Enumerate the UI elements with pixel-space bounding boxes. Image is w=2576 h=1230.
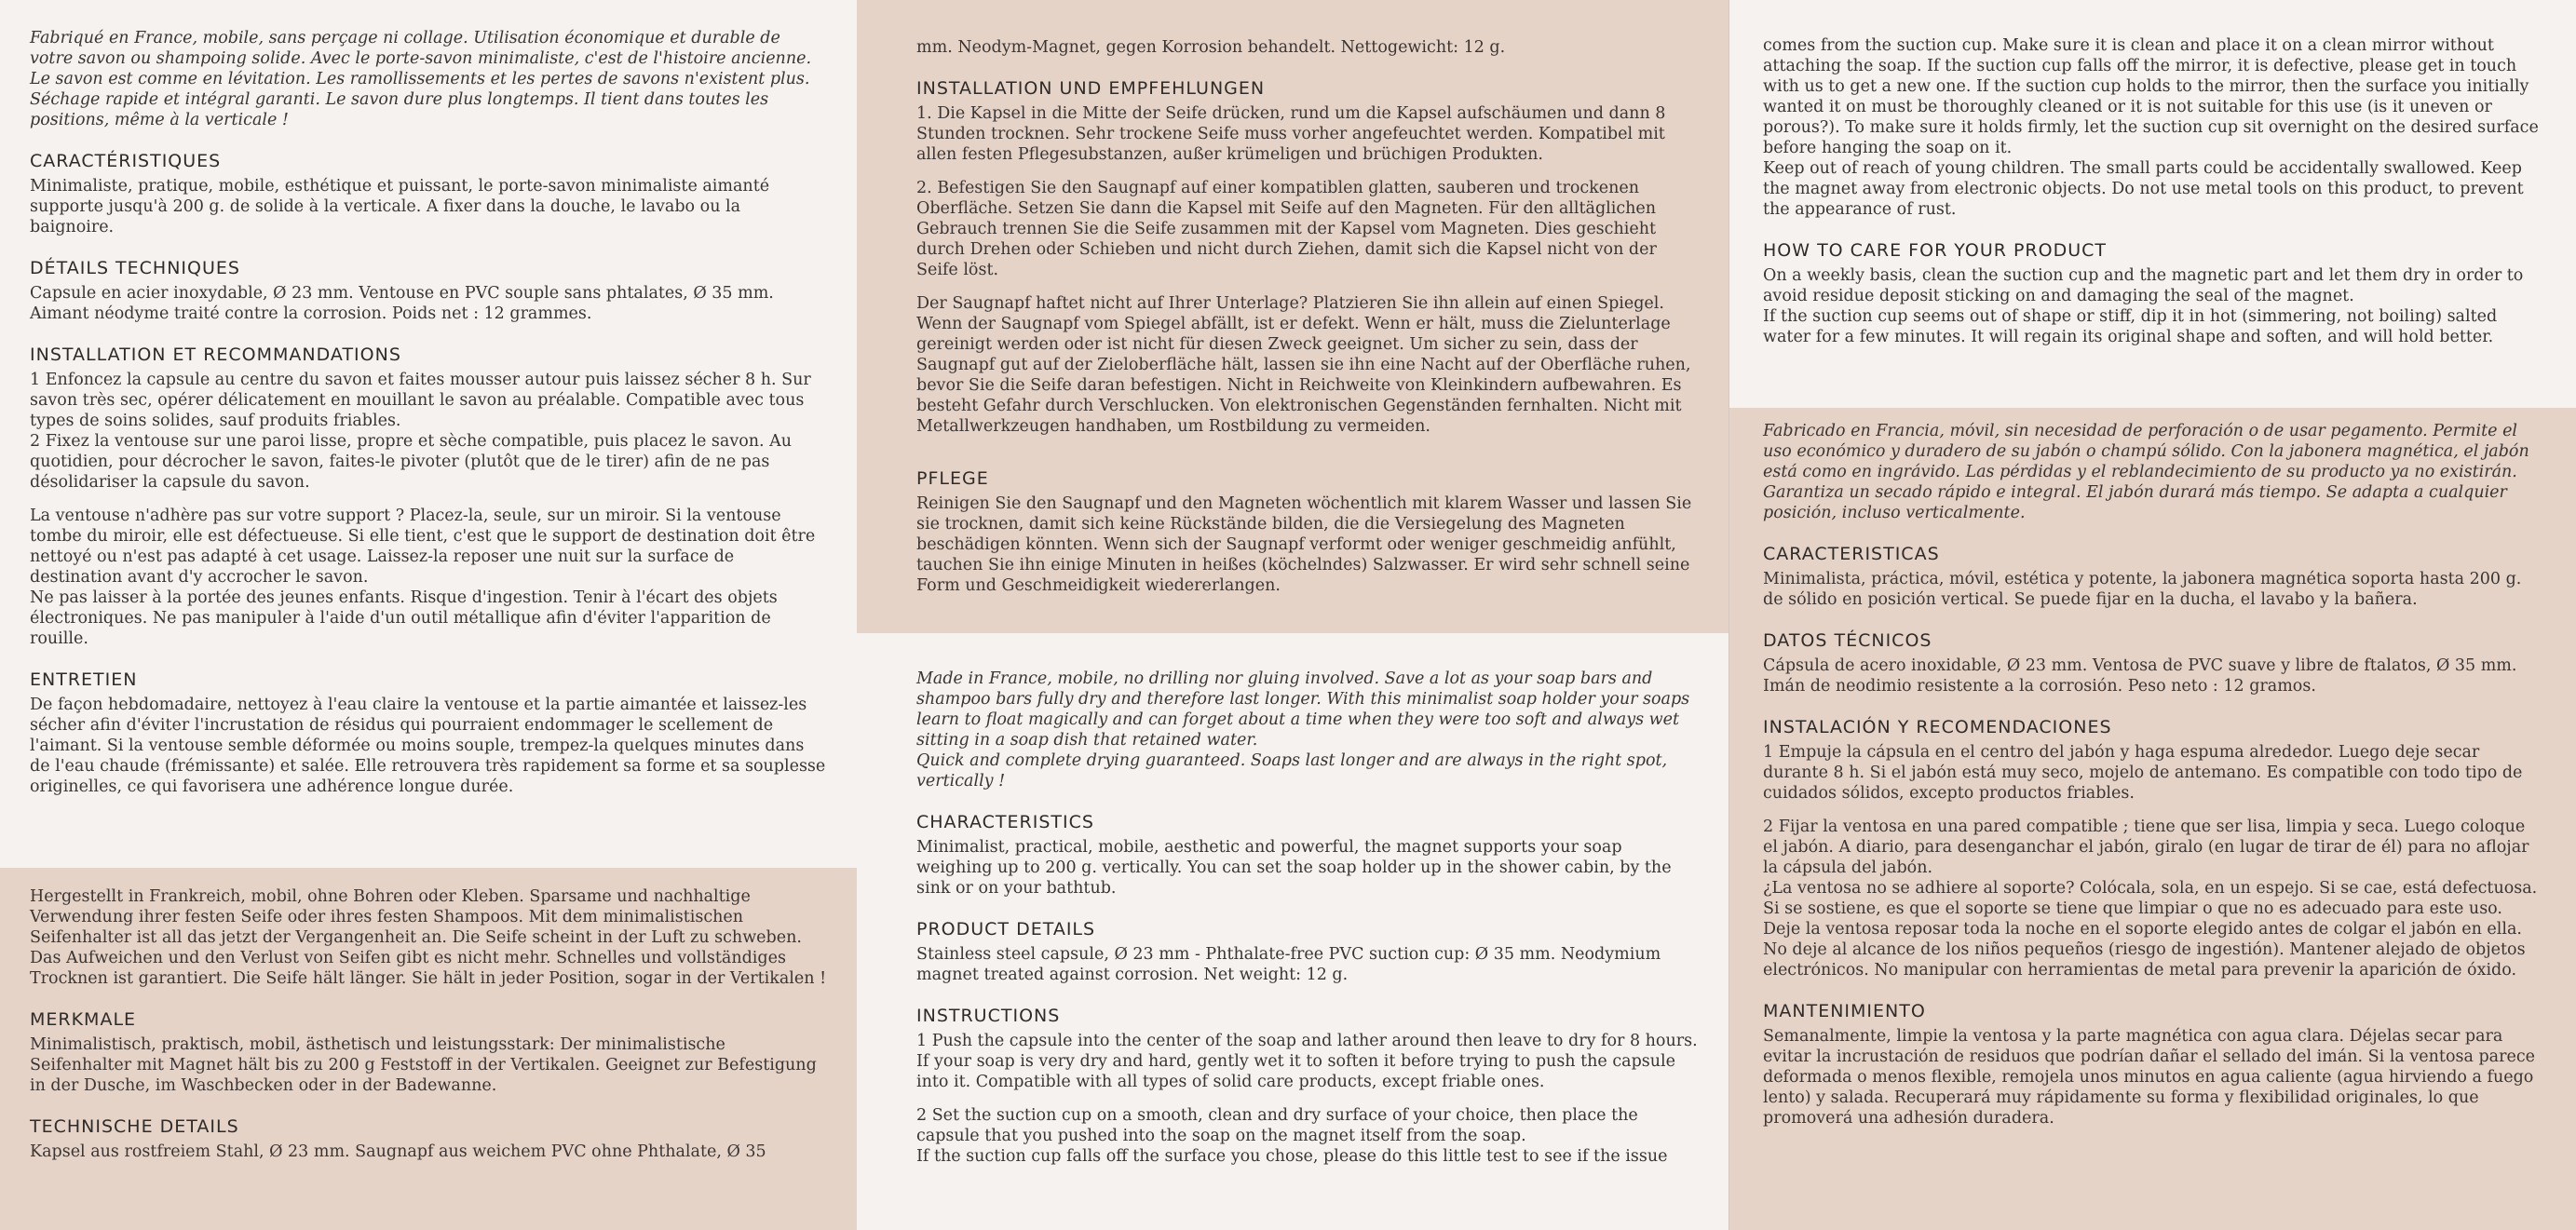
spanish-intro: Fabricado en Francia, móvil, sin necesidad de perforación o de usar pegamento. Permite el uso económico y duradero de su jabón o champú sólido. Con la jabonera magnética, el jabón está como en ingrávido. Las pérdidas y el reblandecimiento de su producto ya no existirán. Garantiza un secado rápido e integral. El jabón durará más tiempo. Se adapta a cualquier posición, incluso verticalmente. [1763,422,2529,522]
english-details-text: Stainless steel capsule, Ø 23 mm - Phthalate-free PVC suction cup: Ø 35 mm. Neodymium magnet treated against corrosion. Net weight: 12 g. [916,945,1661,984]
french-characteristics-heading: CARACTÉRISTIQUES [30,151,222,171]
column-left [0,0,857,1230]
french-characteristics-text: Minimaliste, pratique, mobile, esthétique et puissant, le porte-savon minimaliste aimanté supporte jusqu'à 200 g. de solide à la verticale. A fixer dans la douche, le lavabo ou la baignoire. [30,177,770,237]
english-intro: Made in France, mobile, no drilling nor gluing involved. Save a lot as your soap bars and shampoo bars fully dry and therefore last longer. With this minimalist soap holder your soaps learn to float magically and can forget about a time when they were too soft and always wet sitting in a soap dish that retained water. [916,669,1690,750]
german-technical-text-b: mm. Neodym-Magnet, gegen Korrosion behandelt. Nettogewicht: 12 g. [916,38,1506,57]
spanish-installation-heading: INSTALACIÓN Y RECOMENDACIONES [1763,717,2112,737]
german-care-heading: PFLEGE [916,468,989,489]
spanish-installation-test: ¿La ventosa no se adhiere al soporte? Colócala, sola, en un espejo. Si se cae, está defectuosa. Si se sostiene, es que el soporte se tiene que limpiar o que no es adecuado para este uso. [1763,879,2538,918]
german-features-heading: MERKMALE [30,1009,137,1030]
german-panel [857,0,1729,633]
french-panel [0,0,857,868]
german-installation-step-2: 2. Befestigen Sie den Saugnapf auf einer kompatiblen glatten, sauberen und trockenen Oberfläche. Setzen Sie dann die Kapsel mit Seife auf den Magneten. Für den alltäglichen Gebrauch trennen Sie die Seife zusammen mit der Kapsel vom Magneten. Dies geschieht durch Drehen oder Schieben und nicht durch Ziehen, damit sich die Kapsel nicht von der Seife löst. [916,179,1657,279]
english-instructions-test: If the suction cup falls off the surface you chose, please do this little test to see if the issue [916,1147,1668,1166]
german-technical-heading: TECHNISCHE DETAILS [30,1116,239,1137]
english-panel [857,633,1729,1230]
spanish-care-heading: MANTENIMIENTO [1763,1001,1926,1021]
spanish-installation-step-2: 2 Fijar la ventosa en una pared compatible ; tiene que ser lisa, limpia y seca. Luego coloque el jabón. A diario, para desenganchar el jabón, giralo (en lugar de tirar de él) para no aflojar la cápsula del jabón. [1763,818,2529,877]
column-right [1729,0,2576,1230]
french-installation-test: La ventouse n'adhère pas sur votre support ? Placez-la, seule, sur un miroir. Si la ventouse tombe du miroir, elle est défectueuse. Si elle tient, c'est que le support de destination doit être nettoyé ou n'est pas adapté à cet usage. Laissez-la reposer une nuit sur la surface de destination avant d'y accrocher le savon. [30,507,816,587]
english-details-heading: PRODUCT DETAILS [916,919,1096,939]
column-middle [857,0,1729,1230]
french-installation-heading: INSTALLATION ET RECOMMANDATIONS [30,345,401,365]
german-installation-test: Der Saugnapf haftet nicht auf Ihrer Unterlage? Platzieren Sie ihn allein auf einen Spiegel. Wenn der Saugnapf vom Spiegel abfällt, ist er defekt. Wenn er hält, muss die Zielunterlage gereinigt werden oder ist nicht für diesen Zweck geeignet. Um sicher zu sein, dass der Saugnapf gut auf der Zieloberfläche hält, lassen sie ihn eine Nacht auf der Oberfläche ruhen, bevor Sie die Seife daran befestigen. Nicht in Reichweite von Kleinkindern aufbewahren. Es besteht Gefahr durch Verschlucken. Von elektronischen Gegenständen fernhalten. Nicht mit Metallwerkzeugen handhaben, um Rostbildung zu vermeiden. [916,294,1691,436]
german-installation-step-1: 1. Die Kapsel in die Mitte der Seife drücken, rund um die Kapsel aufschäumen und dann 8 Stunden trocknen. Sehr trockene Seife muss vorher angefeuchtet werden. Kompatibel mit allen festen Pflegesubstanzen, außer krümeligen und brüchigen Produkten. [916,104,1666,164]
french-intro: Fabriqué en France, mobile, sans perçage ni collage. Utilisation économique et durable de votre savon ou shampoing solide. Avec le porte-savon minimaliste, c'est de l'histoire ancienne. Le savon est comme en lévitation. Les ramollissements et les pertes de savons n'existent plus. Séchage rapide et intégral garanti. Le savon dure plus longtemps. Il tient dans toutes les positions, même à la verticale ! [30,29,812,129]
english-panel-continued [1729,0,2576,408]
english-care-text: On a weekly basis, clean the suction cup and the magnetic part and let them dry in order to avoid residue deposit sticking on and damaging the seal of the magnet. [1763,266,2524,305]
english-instructions-heading: INSTRUCTIONS [916,1006,1061,1026]
spanish-installation-warning: Deje la ventosa reposar toda la noche en el soporte elegido antes de colgar el jabón en ella. No deje al alcance de los niños pequeños (riesgo de ingestión). Mantener alejado de objetos electrónicos. No manipular con herramientas de metal para prevenir la aparición de óxido. [1763,920,2526,980]
german-features-text: Minimalistisch, praktisch, mobil, ästhetisch und leistungsstark: Der minimalistische Seifenhalter mit Magnet hält bis zu 200 g Feststoff in der Vertikalen. Geeignet zur Befestigung in der Dusche, im Waschbecken oder in der Badewanne. [30,1035,817,1095]
spanish-care-text: Semanalmente, limpie la ventosa y la parte magnética con agua clara. Déjelas secar para evitar la incrustación de residuos que podrían dañar el sellado del imán. Si la ventosa parece deformada o menos flexible, remojela unos minutos en agua caliente (agua hirviendo a fuego lento) y salada. Recuperará muy rápidamente su forma y flexibilidad originales, lo que promoverá una adhesión duradera. [1763,1027,2535,1128]
english-instructions-step-2: 2 Set the suction cup on a smooth, clean and dry surface of your choice, then place the capsule that you pushed into the soap on the magnet itself from the soap. [916,1106,1638,1145]
english-care-heading: HOW TO CARE FOR YOUR PRODUCT [1763,240,2107,261]
german-intro: Hergestellt in Frankreich, mobil, ohne Bohren oder Kleben. Sparsame und nachhaltige Verwendung ihrer festen Seife oder ihres festen Shampoos. Mit dem minimalistischen Seifenhalter ist all das jetzt der Vergangenheit an. Die Seife scheint in der Luft zu schweben. Das Aufweichen und den Verlust von Seifen gibt es nicht mehr. Schnelles und vollständiges Trocknen ist garantiert. Die Seife hält länger. Sie hält in jeder Position, sogar in der Vertikalen ! [30,887,827,988]
english-intro-b: Quick and complete drying guaranteed. Soaps last longer and are always in the right spot, vertically ! [916,751,1668,791]
french-installation-step-1: 1 Enfoncez la capsule au centre du savon et faites mousser autour puis laissez sécher 8 h. Sur savon très sec, opérer délicatement en mouillant le savon au préalable. Compatible avec tous types de soins solides, sauf produits friables. [30,371,811,430]
french-care-text: De façon hebdomadaire, nettoyez à l'eau claire la ventouse et la partie aimantée et laissez-les sécher afin d'éviter l'incrustation de résidus qui pourraient endommager le scellement de l'aimant. Si la ventouse semble déformée ou moins souple, trempez-la quelques minutes dans de l'eau chaude (frémissante) et salée. Elle retrouvera très rapidement sa forme et sa souplesse originelles, ce qui favorisera une adhérence longue durée. [30,696,826,796]
english-characteristics-heading: CHARACTERISTICS [916,812,1094,832]
spanish-installation-step-1: 1 Empuje la cápsula en el centro del jabón y haga espuma alrededor. Luego deje secar durante 8 h. Si el jabón está muy seco, mojelo de antemano. Es compatible con todo tipo de cuidados sólidos, excepto productos friables. [1763,743,2523,803]
french-technical-heading: DÉTAILS TECHNIQUES [30,258,240,278]
french-technical-text: Capsule en acier inoxydable, Ø 23 mm. Ventouse en PVC souple sans phtalates, Ø 35 mm. Aimant néodyme traité contre la corrosion. Poids net : 12 grammes. [30,284,774,323]
spanish-characteristics-heading: CARACTERISTICAS [1763,544,1940,564]
english-instructions-test-cont: comes from the suction cup. Make sure it is clean and place it on a clean mirror without attaching the soap. If the suction cup falls off the mirror, it is defective, please get in touch with us to get a new one. If the suction cup holds to the mirror, then the surface you initially wanted it on must be thoroughly cleaned or it is not suitable for this use (is it uneven or porous?). To make sure it holds firmly, let the suction cup sit overnight on the desired surface before hanging the soap on it. [1763,36,2539,157]
german-panel-start [0,868,857,1230]
german-care-text: Reinigen Sie den Saugnapf und den Magneten wöchentlich mit klarem Wasser und lassen Sie sie trocknen, damit sich keine Rückstände bilden, die die Versiegelung des Magneten beschädigen könnten. Wenn sich der Saugnapf verformt oder weniger geschmeidig anfühlt, tauchen Sie ihn einige Minuten in heißes (köchelndes) Salzwasser. Er wird sehr schnell seine Form und Geschmeidigkeit wiedererlangen. [916,494,1692,595]
english-instructions-warning: Keep out of reach of young children. The small parts could be accidentally swallowed. Keep the magnet away from electronic objects. Do not use metal tools on this product, to prevent the appearance of rust. [1763,159,2524,219]
french-installation-step-2: 2 Fixez la ventouse sur une paroi lisse, propre et sèche compatible, puis placez le savon. Au quotidien, pour décrocher le savon, faites-le pivoter (plutôt que de le tirer) afin de ne pas désolidariser la capsule du savon. [30,432,793,492]
english-care-text-b: If the suction cup seems out of shape or stiff, dip it in hot (simmering, not boiling) salted water for a few minutes. It will regain its original shape and soften, and will hold better. [1763,307,2498,346]
english-characteristics-text: Minimalist, practical, mobile, aesthetic and powerful, the magnet supports your soap weighing up to 200 g. vertically. You can set the soap holder up in the shower cabin, by the sink or on your bathtub. [916,838,1672,898]
spanish-technical-text: Cápsula de acero inoxidable, Ø 23 mm. Ventosa de PVC suave y libre de ftalatos, Ø 35 mm. Imán de neodimio resistente a la corrosión. Peso neto : 12 gramos. [1763,656,2517,696]
english-instructions-step-1: 1 Push the capsule into the center of the soap and lather around then leave to dry for 8 hours. If your soap is very dry and hard, gently wet it to soften it before trying to push the capsule into it. Compatible with all types of solid care products, except friable ones. [916,1032,1698,1091]
french-installation-warning: Ne pas laisser à la portée des jeunes enfants. Risque d'ingestion. Tenir à l'écart des objets électroniques. Ne pas manipuler à l'aide d'un outil métallique afin d'éviter l'apparition de rouille. [30,588,778,648]
spanish-panel [1729,408,2576,1230]
spanish-characteristics-text: Minimalista, práctica, móvil, estética y potente, la jabonera magnética soporta hasta 200 g. de sólido en posición vertical. Se puede fijar en la ducha, el lavabo y la bañera. [1763,570,2522,609]
german-technical-text-a: Kapsel aus rostfreiem Stahl, Ø 23 mm. Saugnapf aus weichem PVC ohne Phthalate, Ø 35 [30,1142,766,1161]
spanish-technical-heading: DATOS TÉCNICOS [1763,630,1932,651]
german-installation-heading: INSTALLATION UND EMPFEHLUNGEN [916,78,1266,99]
french-care-heading: ENTRETIEN [30,669,138,690]
